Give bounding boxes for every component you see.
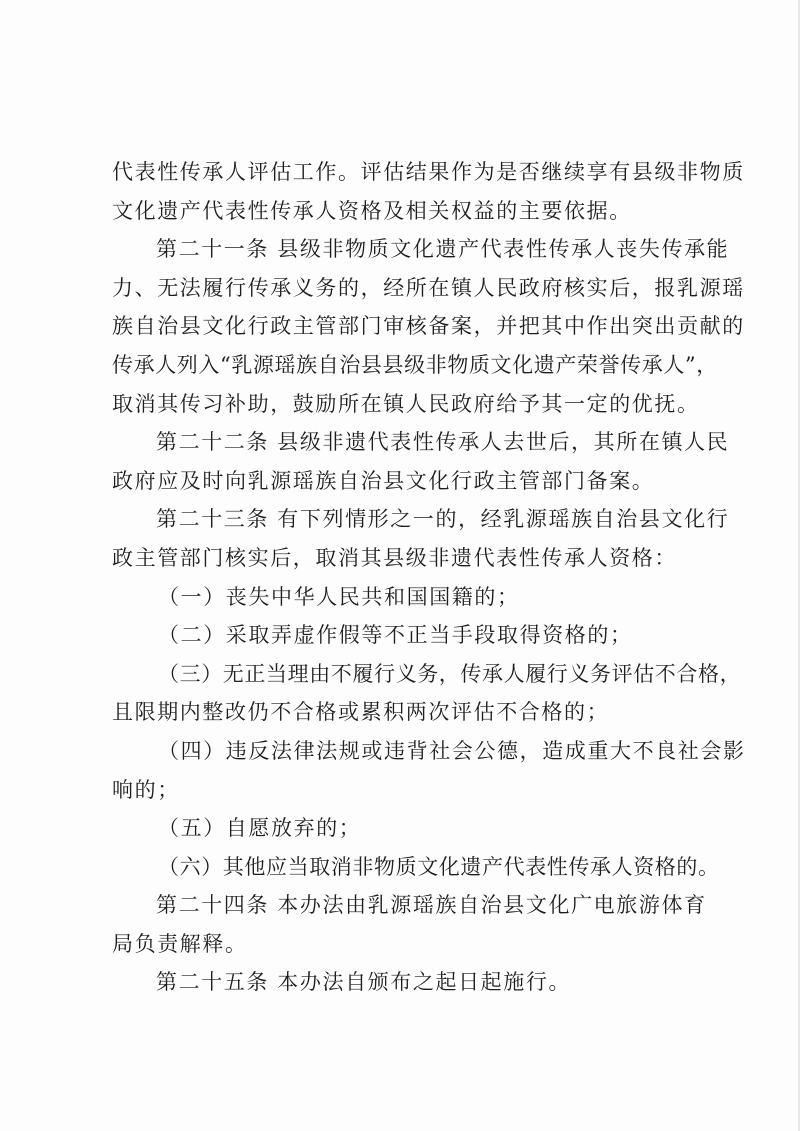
text-line: 政主管部门核实后，取消其县级非遗代表性传承人资格： bbox=[112, 545, 677, 570]
text-line: 局负责解释。 bbox=[112, 931, 248, 956]
list-item: （二）采取弄虚作假等不正当手段取得资格的； bbox=[158, 623, 633, 648]
article-22-heading-line: 第二十二条 县级非遗代表性传承人去世后，其所在镇人民 bbox=[156, 430, 730, 455]
list-item: （三）无正当理由不履行义务，传承人履行义务评估不合格， bbox=[158, 661, 742, 686]
text-line: 响的； bbox=[112, 777, 180, 802]
article-25-heading-line: 第二十五条 本办法自颁布之起日起施行。 bbox=[156, 970, 572, 995]
text-line: 族自治县文化行政主管部门审核备案，并把其中作出突出贡献的 bbox=[112, 314, 745, 339]
document-body bbox=[112, 153, 746, 1002]
list-item: （五）自愿放弃的； bbox=[158, 816, 362, 841]
list-item: （一）丧失中华人民共和国国籍的； bbox=[158, 584, 520, 609]
text-line: 代表性传承人评估工作。评估结果作为是否继续享有县级非物质 bbox=[112, 160, 745, 184]
article-24-heading-line: 第二十四条 本办法由乳源瑶族自治县文化广电旅游体育 bbox=[156, 893, 707, 918]
list-item: （六）其他应当取消非物质文化遗产代表性传承人资格的。 bbox=[158, 854, 720, 879]
text-line: 取消其传习补助，鼓励所在镇人民政府给予其一定的优抚。 bbox=[112, 391, 700, 416]
text-line: 政府应及时向乳源瑶族自治县文化行政主管部门备案。 bbox=[112, 468, 655, 493]
text-line: 传承人列入“乳源瑶族自治县县级非物质文化遗产荣誉传承人”， bbox=[112, 352, 718, 377]
list-item: （四）违反法律法规或违背社会公德，造成重大不良社会影 bbox=[158, 738, 746, 763]
article-21-heading-line: 第二十一条 县级非物质文化遗产代表性传承人丧失传承能 bbox=[156, 237, 730, 262]
text-line: 力、无法履行传承义务的，经所在镇人民政府核实后，报乳源瑶 bbox=[112, 275, 745, 300]
text-line: 文化遗产代表性传承人资格及相关权益的主要依据。 bbox=[112, 198, 632, 223]
article-23-heading-line: 第二十三条 有下列情形之一的，经乳源瑶族自治县文化行 bbox=[156, 507, 730, 532]
text-line: 且限期内整改仍不合格或累积两次评估不合格的； bbox=[112, 700, 610, 725]
